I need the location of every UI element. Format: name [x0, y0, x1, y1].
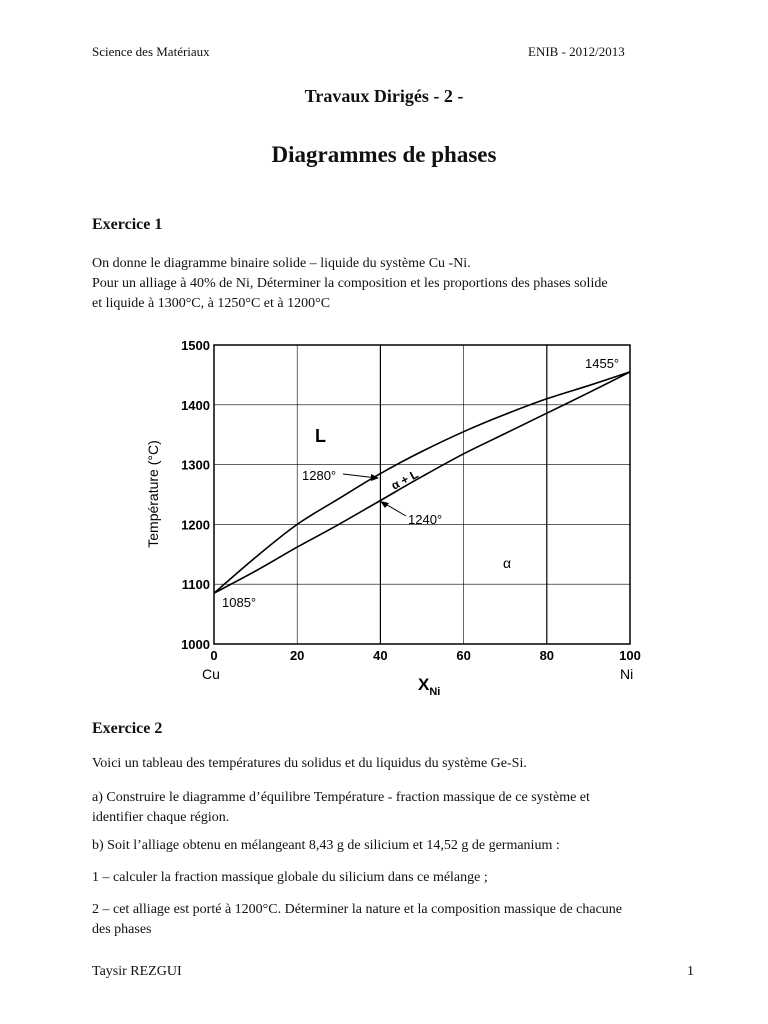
x-tick-label-40: 40 — [373, 648, 388, 663]
tick-labels — [181, 338, 641, 663]
td-title: Travaux Dirigés - 2 - — [304, 86, 464, 106]
footer-author: Taysir REZGUI — [92, 964, 182, 979]
region-label-two-phase: α + L — [388, 466, 421, 493]
region-label-solid: α — [503, 555, 512, 571]
y-tick-label-1000: 1000 — [181, 637, 210, 652]
x-axis-label-sub: Ni — [429, 686, 441, 698]
region-label-liquid: L — [315, 426, 326, 446]
exercice1-line-2: Pour un alliage à 40% de Ni, Déterminer la composition et les proportions des phases solide — [92, 276, 608, 291]
exercice2-question-b — [92, 836, 682, 856]
x-tick-label-0: 0 — [210, 648, 218, 663]
y-axis-label: Température (°C) — [145, 440, 161, 548]
annotation-1240: 1240° — [408, 512, 443, 527]
question-b-line: b) Soit l’alliage obtenu en mélangeant 8,43 g de silicium et 14,52 g de germanium : — [92, 838, 560, 853]
exercice2-intro-line: Voici un tableau des températures du solidus et du liquidus du système Ge-Si. — [92, 756, 527, 771]
annotation-1455: 1455° — [585, 356, 620, 371]
header-right: ENIB - 2012/2013 — [528, 44, 625, 59]
x-axis-label-main: X — [418, 675, 430, 694]
y-tick-label-1100: 1100 — [181, 577, 210, 593]
annotation-1085: 1085° — [222, 595, 257, 610]
x-end-label-cu: Cu — [202, 666, 220, 682]
y-tick-label-1500: 1500 — [181, 338, 210, 353]
exercice1-line-3: et liquide à 1300°C, à 1250°C et à 1200°C — [92, 296, 331, 311]
exercice1-line-1: On donne le diagramme binaire solide – liquide du système Cu -Ni. — [92, 256, 471, 271]
header-left: Science des Matériaux — [92, 44, 210, 59]
x-tick-label-60: 60 — [456, 648, 471, 663]
x-tick-label-80: 80 — [539, 648, 555, 663]
plot-frame — [214, 345, 630, 644]
x-end-label-ni: Ni — [620, 666, 634, 682]
page-number: 1 — [687, 964, 694, 979]
question-a-line-2: identifier chaque région. — [92, 810, 230, 825]
question-b1-line: 1 – calculer la fraction massique globale du silicium dans ce mélange ; — [92, 870, 488, 885]
annotation-1280: 1280° — [302, 468, 337, 483]
exercice2-question-b1 — [92, 868, 682, 888]
page-title: Diagrammes de phases — [271, 142, 497, 167]
y-tick-label-1200: 1200 — [181, 517, 210, 533]
question-a-line-1: a) Construire le diagramme d’équilibre Température - fraction massique de ce système et — [92, 790, 590, 805]
exercice2-intro — [92, 754, 682, 774]
y-tick-label-1400: 1400 — [181, 397, 210, 413]
exercice2-question-b2 — [92, 900, 682, 940]
exercice1-heading: Exercice 1 — [92, 216, 163, 233]
x-axis-label — [418, 675, 440, 698]
x-tick-label-20: 20 — [289, 648, 305, 663]
exercice2-question-a — [92, 788, 682, 828]
chart-grid — [214, 345, 630, 644]
question-b2-line-2: des phases — [92, 922, 152, 937]
exercice2-heading: Exercice 2 — [92, 720, 163, 737]
arrowhead-1240 — [380, 501, 389, 508]
x-tick-label-100: 100 — [619, 648, 641, 663]
question-b2-line-1: 2 – cet alliage est porté à 1200°C. Déterminer la nature et la composition massique de chacune — [92, 902, 623, 917]
y-tick-label-1300: 1300 — [181, 457, 210, 473]
